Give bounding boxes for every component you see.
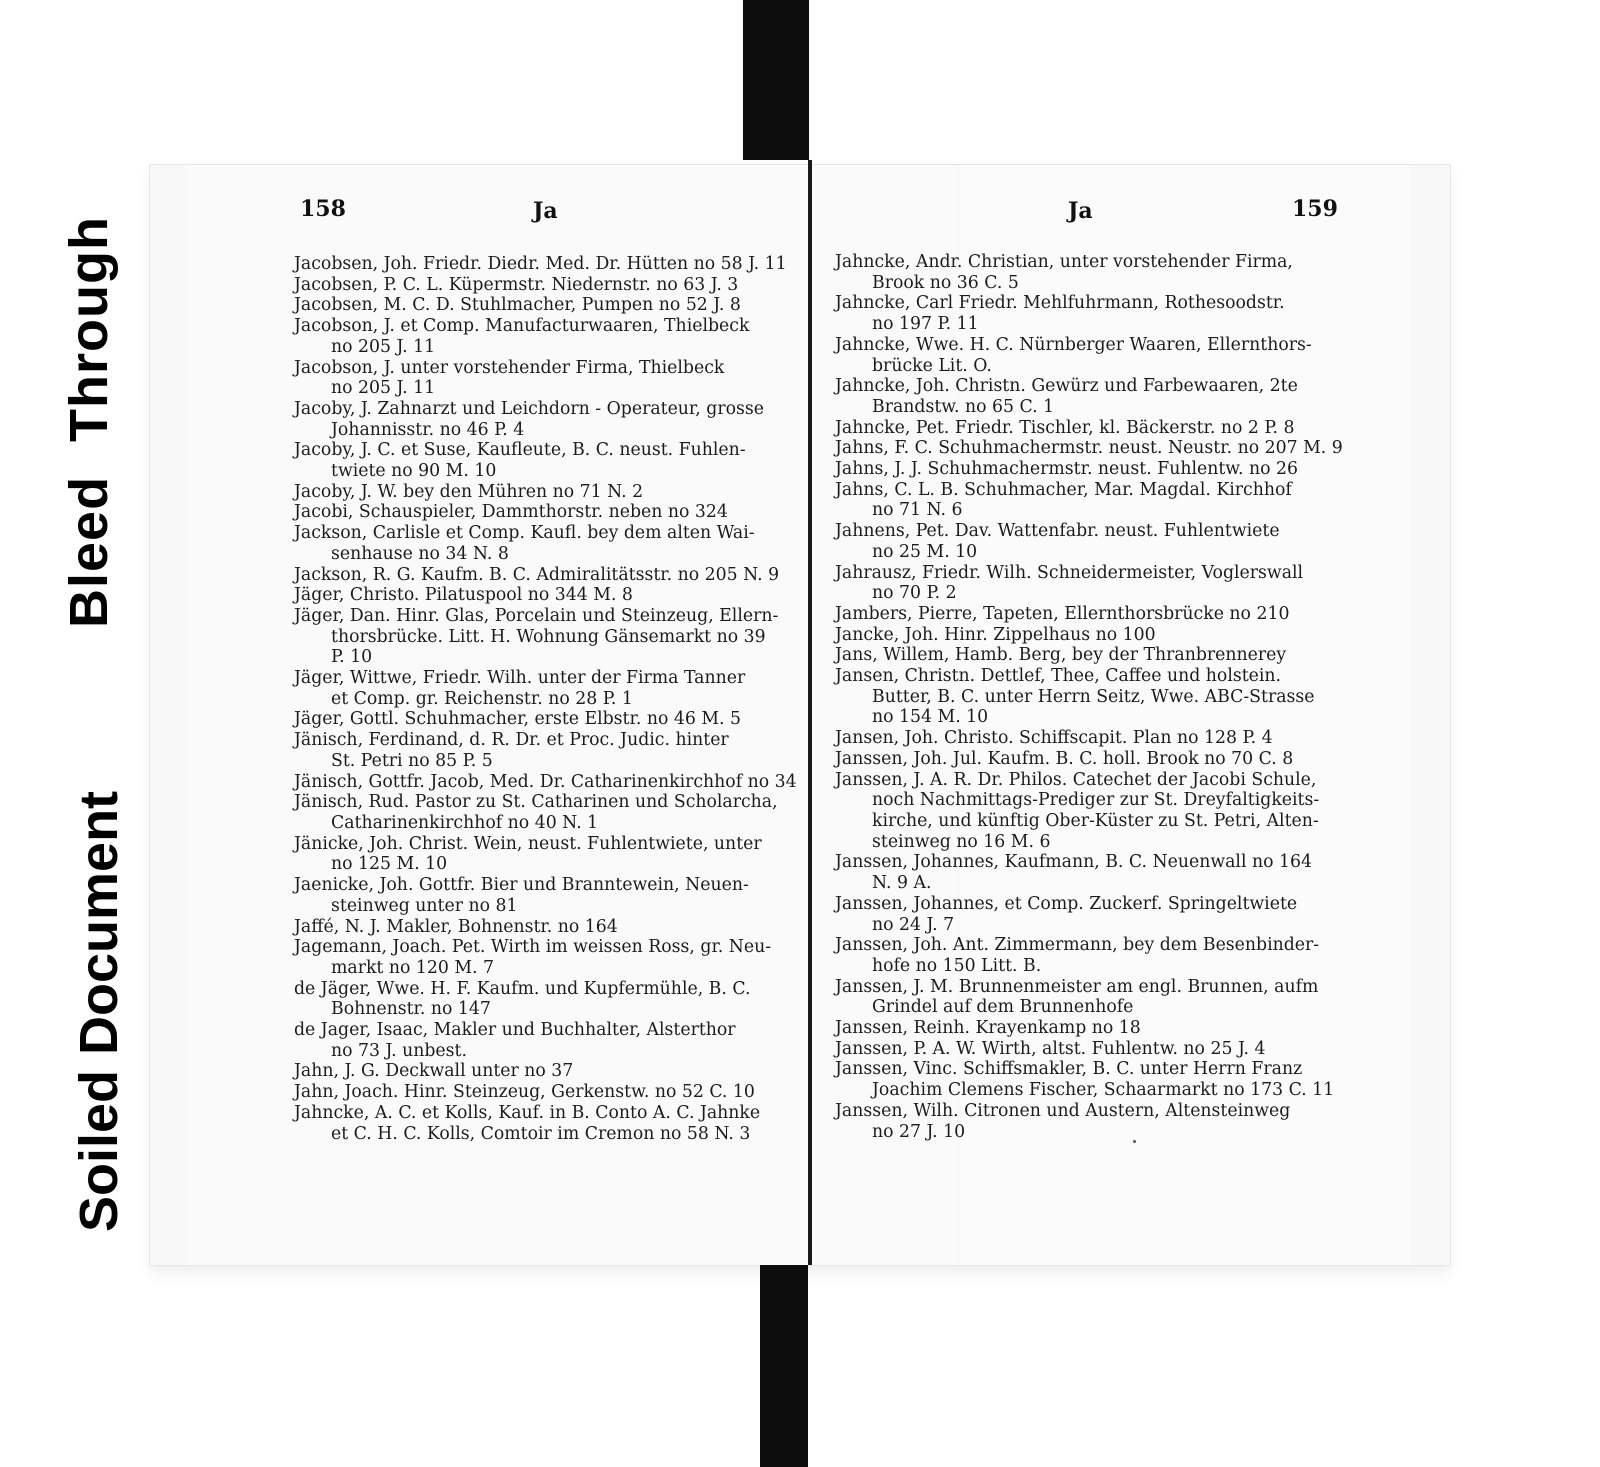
entry-line: Jans, Willem, Hamb. Berg, bey der Thranbrennerey bbox=[835, 645, 1287, 666]
entry-line: Jansen, Christn. Dettlef, Thee, Caffee und holstein. bbox=[835, 666, 1282, 687]
entry-line: Jahncke, Joh. Christn. Gewürz und Farbewaaren, 2te bbox=[835, 376, 1298, 397]
directory-entry bbox=[835, 935, 1345, 976]
directory-entry bbox=[294, 1103, 794, 1144]
directory-entry bbox=[835, 521, 1345, 562]
entry-line: Janssen, Joh. Ant. Zimmermann, bey dem Besenbinder- bbox=[835, 935, 1320, 956]
entry-line: Jahncke, Pet. Friedr. Tischler, kl. Bäckerstr. no 2 P. 8 bbox=[835, 417, 1295, 438]
directory-entry bbox=[294, 482, 794, 503]
ink-speck bbox=[1133, 1140, 1136, 1143]
entry-continuation-line: no 125 M. 10 bbox=[331, 854, 448, 875]
gutter-line bbox=[808, 160, 812, 1265]
entry-line: Janssen, Vinc. Schiffsmakler, B. C. unter Herrn Franz bbox=[835, 1059, 1303, 1080]
entry-line: Jacobsen, Joh. Friedr. Diedr. Med. Dr. Hütten no 58 J. 11 bbox=[294, 254, 787, 274]
directory-entry bbox=[835, 728, 1345, 749]
directory-entry bbox=[294, 399, 794, 440]
directory-entry bbox=[835, 438, 1345, 459]
directory-entry bbox=[294, 606, 794, 668]
entry-continuation-line: no 70 P. 2 bbox=[872, 583, 957, 604]
entry-continuation-line: noch Nachmittags-Prediger zur St. Dreyfaltigkeits- bbox=[872, 790, 1320, 811]
entry-line: Jacoby, J. Zahnarzt und Leichdorn - Operateur, grosse bbox=[294, 398, 764, 419]
entry-continuation-line: et Comp. gr. Reichenstr. no 28 P. 1 bbox=[331, 688, 633, 709]
entry-line: Janssen, Johannes, Kaufmann, B. C. Neuenwall no 164 bbox=[835, 852, 1312, 873]
entry-line: Jänicke, Joh. Christ. Wein, neust. Fuhlentwiete, unter bbox=[294, 833, 762, 854]
entry-continuation-line: twiete no 90 M. 10 bbox=[331, 461, 497, 482]
entry-continuation-line: Brook no 36 C. 5 bbox=[872, 272, 1019, 293]
directory-entry bbox=[294, 709, 794, 730]
entry-continuation-line: no 24 J. 7 bbox=[872, 914, 955, 935]
entry-line: Jahnens, Pet. Dav. Wattenfabr. neust. Fuhlentwiete bbox=[835, 521, 1280, 542]
entry-line: Jahncke, A. C. et Kolls, Kauf. in B. Conto A. C. Jahnke bbox=[294, 1102, 761, 1123]
entry-line: Jäger, Gottl. Schuhmacher, erste Elbstr. no 46 M. 5 bbox=[294, 709, 742, 730]
entry-line: Jagemann, Joach. Pet. Wirth im weissen Ross, gr. Neu- bbox=[294, 937, 772, 958]
directory-entry bbox=[294, 937, 794, 978]
directory-entry bbox=[835, 625, 1345, 646]
entry-line: Janssen, J. A. R. Dr. Philos. Catechet der Jacobi Schule, bbox=[835, 769, 1317, 790]
entry-continuation-line: thorsbrücke. Litt. H. Wohnung Gänsemarkt no 39 bbox=[331, 626, 766, 647]
entry-line: Jänisch, Gottfr. Jacob, Med. Dr. Catharinenkirchhof no 34 bbox=[294, 771, 797, 792]
entry-line: Jancke, Joh. Hinr. Zippelhaus no 100 bbox=[835, 624, 1156, 645]
entry-line: Janssen, Johannes, et Comp. Zuckerf. Springeltwiete bbox=[835, 893, 1298, 914]
through-text: Through bbox=[59, 216, 119, 442]
entry-continuation-line: no 73 J. unbest. bbox=[331, 1040, 467, 1061]
entry-continuation-line: Johannisstr. no 46 P. 4 bbox=[331, 419, 525, 440]
directory-entry bbox=[835, 894, 1345, 935]
directory-entry bbox=[294, 792, 794, 833]
entry-line: Jahns, C. L. B. Schuhmacher, Mar. Magdal. Kirchhof bbox=[835, 479, 1292, 500]
directory-entry bbox=[294, 834, 794, 875]
entry-continuation-line: P. 10 bbox=[331, 647, 373, 668]
bleed-text: Bleed bbox=[59, 475, 119, 628]
entry-line: Jahn, Joach. Hinr. Steinzeug, Gerkenstw. no 52 C. 10 bbox=[294, 1082, 755, 1103]
entry-line: Jacobson, J. unter vorstehender Firma, Thielbeck bbox=[294, 357, 725, 378]
right-page-number: 159 bbox=[1292, 196, 1338, 222]
entry-line: Jackson, R. G. Kaufm. B. C. Admiralitätsstr. no 205 N. 9 bbox=[294, 564, 780, 585]
entry-line: Jansen, Joh. Christo. Schiffscapit. Plan no 128 P. 4 bbox=[835, 728, 1273, 749]
entry-line: Jambers, Pierre, Tapeten, Ellernthorsbrücke no 210 bbox=[835, 603, 1290, 624]
entry-continuation-line: Butter, B. C. unter Herrn Seitz, Wwe. ABC-Strasse bbox=[872, 686, 1315, 707]
directory-entry bbox=[294, 875, 794, 916]
entry-continuation-line: Joachim Clemens Fischer, Schaarmarkt no 173 C. 11 bbox=[872, 1080, 1335, 1101]
entry-line: de Jäger, Wwe. H. F. Kaufm. und Kupfermühle, B. C. bbox=[294, 978, 751, 999]
directory-entry bbox=[294, 585, 794, 606]
entry-line: Janssen, P. A. W. Wirth, altst. Fuhlentw. no 25 J. 4 bbox=[835, 1038, 1266, 1059]
entry-line: Janssen, Joh. Jul. Kaufm. B. C. holl. Brook no 70 C. 8 bbox=[835, 748, 1294, 769]
directory-entry bbox=[294, 1061, 794, 1082]
entry-continuation-line: no 71 N. 6 bbox=[872, 500, 963, 521]
directory-entry bbox=[835, 1101, 1345, 1142]
entry-line: Jäger, Wittwe, Friedr. Wilh. unter der Firma Tanner bbox=[294, 668, 746, 689]
entry-continuation-line: et C. H. C. Kolls, Comtoir im Cremon no 58 N. 3 bbox=[331, 1123, 751, 1144]
entry-line: Janssen, Wilh. Citronen und Austern, Altensteinweg bbox=[835, 1100, 1291, 1121]
entry-line: Jänisch, Rud. Pastor zu St. Catharinen und Scholarcha, bbox=[294, 792, 778, 813]
directory-entry bbox=[835, 645, 1345, 666]
directory-entry bbox=[294, 358, 794, 399]
entry-line: de Jager, Isaac, Makler und Buchhalter, Alsterthor bbox=[294, 1020, 736, 1041]
entry-continuation-line: Brandstw. no 65 C. 1 bbox=[872, 396, 1055, 417]
directory-entry bbox=[294, 254, 794, 275]
entry-line: Jahncke, Andr. Christian, unter vorstehender Firma, bbox=[835, 252, 1293, 272]
directory-entry bbox=[835, 459, 1345, 480]
binding-strip-bottom bbox=[760, 1265, 808, 1467]
entry-continuation-line: no 205 J. 11 bbox=[331, 378, 436, 399]
entry-continuation-line: no 25 M. 10 bbox=[872, 541, 978, 562]
directory-entry bbox=[835, 480, 1345, 521]
entry-line: Jahns, F. C. Schuhmachermstr. neust. Neustr. no 207 M. 9 bbox=[835, 438, 1343, 459]
directory-entry bbox=[294, 917, 794, 938]
entry-continuation-line: N. 9 A. bbox=[872, 873, 932, 894]
left-page-number: 158 bbox=[300, 196, 346, 222]
entry-line: Jacobsen, P. C. L. Küpermstr. Niedernstr. no 63 J. 3 bbox=[294, 274, 739, 295]
entry-continuation-line: kirche, und künftig Ober-Küster zu St. Petri, Alten- bbox=[872, 810, 1319, 831]
directory-entry bbox=[294, 565, 794, 586]
entry-line: Jahncke, Wwe. H. C. Nürnberger Waaren, Ellernthors- bbox=[835, 334, 1312, 355]
entry-line: Jaenicke, Joh. Gottfr. Bier und Branntewein, Neuen- bbox=[294, 875, 749, 896]
directory-entry bbox=[835, 1018, 1345, 1039]
entry-line: Jänisch, Ferdinand, d. R. Dr. et Proc. Judic. hinter bbox=[294, 730, 729, 751]
entry-continuation-line: no 197 P. 11 bbox=[872, 314, 979, 335]
entry-line: Jäger, Dan. Hinr. Glas, Porcelain und Steinzeug, Ellern- bbox=[294, 605, 779, 626]
entry-line: Jahrausz, Friedr. Wilh. Schneidermeister, Voglerswall bbox=[835, 562, 1304, 583]
directory-entry bbox=[835, 1039, 1345, 1060]
entry-line: Jacobsen, M. C. D. Stuhlmacher, Pumpen no 52 J. 8 bbox=[294, 295, 741, 316]
directory-entry bbox=[294, 1020, 794, 1061]
directory-entry bbox=[294, 295, 794, 316]
binding-strip-top bbox=[743, 0, 809, 160]
directory-entry bbox=[835, 749, 1345, 770]
directory-entry bbox=[294, 1082, 794, 1103]
entry-line: Jackson, Carlisle et Comp. Kaufl. bey dem alten Wai- bbox=[294, 523, 755, 544]
directory-entry bbox=[835, 376, 1345, 417]
entry-line: Janssen, Reinh. Krayenkamp no 18 bbox=[835, 1018, 1141, 1039]
directory-entry bbox=[835, 977, 1345, 1018]
directory-entry bbox=[835, 666, 1345, 728]
directory-entry bbox=[835, 1059, 1345, 1100]
entry-continuation-line: hofe no 150 Litt. B. bbox=[872, 955, 1042, 976]
directory-entry bbox=[835, 852, 1345, 893]
entry-line: Jahncke, Carl Friedr. Mehlfuhrmann, Rothesoodstr. bbox=[835, 293, 1285, 314]
entry-line: Jäger, Christo. Pilatuspool no 344 M. 8 bbox=[294, 585, 633, 606]
entry-continuation-line: no 27 J. 10 bbox=[872, 1121, 966, 1142]
entry-line: Jacoby, J. C. et Suse, Kaufleute, B. C. neust. Fuhlen- bbox=[294, 440, 746, 461]
soiled-document-text: Soiled Document bbox=[69, 790, 129, 1232]
entry-continuation-line: markt no 120 M. 7 bbox=[331, 957, 495, 978]
entry-continuation-line: steinweg unter no 81 bbox=[331, 895, 518, 916]
directory-entry bbox=[294, 275, 794, 296]
directory-entry bbox=[294, 523, 794, 564]
directory-entry bbox=[294, 316, 794, 357]
entry-continuation-line: steinweg no 16 M. 6 bbox=[872, 831, 1051, 852]
entry-line: Jaffé, N. J. Makler, Bohnenstr. no 164 bbox=[294, 916, 618, 937]
bleed-through-label bbox=[58, 216, 120, 628]
right-running-head: Ja bbox=[1068, 198, 1093, 224]
directory-entry bbox=[835, 252, 1345, 293]
directory-entry bbox=[294, 979, 794, 1020]
entry-line: Janssen, J. M. Brunnenmeister am engl. Brunnen, aufm bbox=[835, 976, 1319, 997]
entry-line: Jacobson, J. et Comp. Manufacturwaaren, Thielbeck bbox=[294, 316, 750, 337]
entry-continuation-line: no 154 M. 10 bbox=[872, 707, 989, 728]
entry-line: Jahns, J. J. Schuhmachermstr. neust. Fuhlentw. no 26 bbox=[835, 459, 1299, 480]
entry-line: Jacobi, Schauspieler, Dammthorstr. neben no 324 bbox=[294, 502, 728, 523]
directory-entry bbox=[294, 502, 794, 523]
directory-entry bbox=[835, 604, 1345, 625]
entry-line: Jacoby, J. W. bey den Mühren no 71 N. 2 bbox=[294, 481, 644, 502]
directory-entry bbox=[835, 335, 1345, 376]
directory-entry bbox=[835, 293, 1345, 334]
directory-entry bbox=[294, 730, 794, 771]
entry-line: Jahn, J. G. Deckwall unter no 37 bbox=[294, 1061, 574, 1082]
left-running-head: Ja bbox=[533, 198, 558, 224]
entry-continuation-line: brücke Lit. O. bbox=[872, 355, 992, 376]
entry-continuation-line: Bohnenstr. no 147 bbox=[331, 999, 491, 1020]
soiled-document-label bbox=[68, 791, 130, 1232]
right-entry-list bbox=[835, 252, 1345, 1142]
entry-continuation-line: Catharinenkirchhof no 40 N. 1 bbox=[331, 812, 599, 833]
directory-entry bbox=[294, 440, 794, 481]
directory-entry bbox=[294, 668, 794, 709]
entry-continuation-line: Grindel auf dem Brunnenhofe bbox=[872, 997, 1134, 1018]
directory-entry bbox=[294, 771, 797, 793]
entry-continuation-line: St. Petri no 85 P. 5 bbox=[331, 750, 493, 771]
entry-continuation-line: senhause no 34 N. 8 bbox=[331, 543, 509, 564]
directory-entry bbox=[835, 563, 1345, 604]
entry-continuation-line: no 205 J. 11 bbox=[331, 336, 436, 357]
directory-entry bbox=[835, 418, 1345, 439]
directory-entry bbox=[835, 770, 1345, 853]
left-entry-list bbox=[294, 254, 797, 1144]
